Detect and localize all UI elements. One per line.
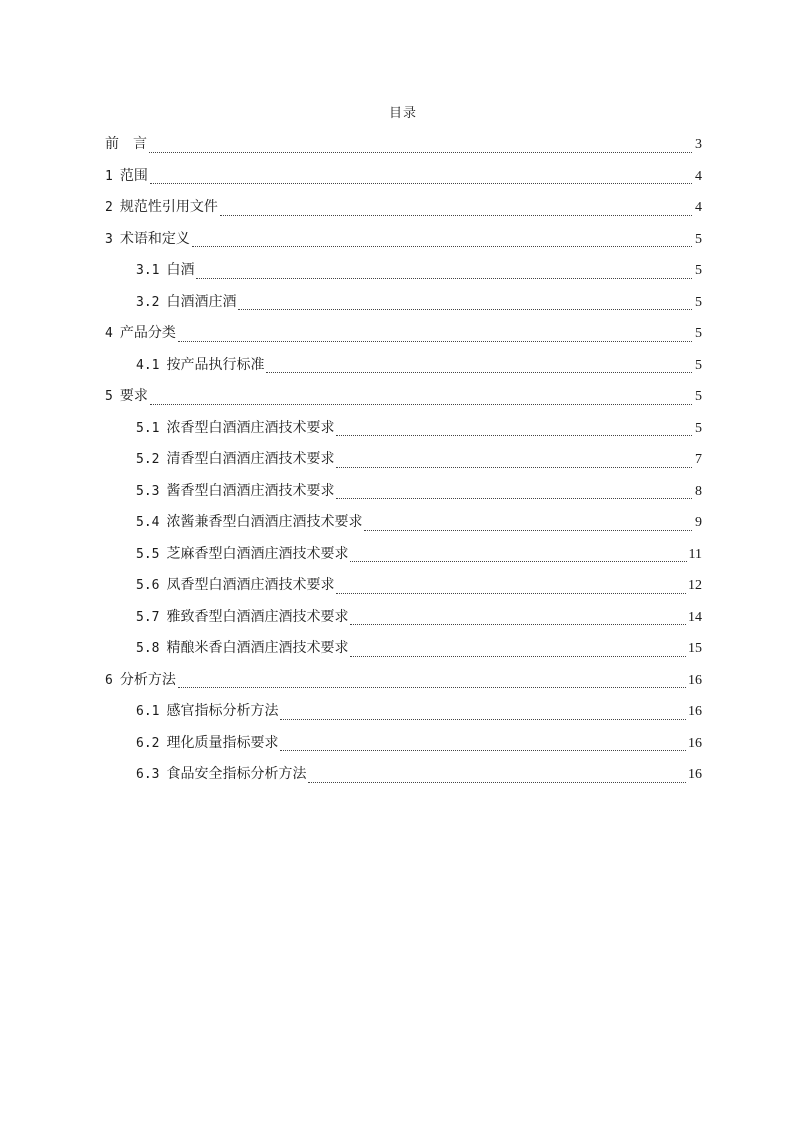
dot-leader	[336, 592, 686, 594]
toc-entry-number: 3	[105, 231, 113, 247]
toc-entry-label: 范围	[119, 167, 148, 184]
toc-entry-page: 15	[688, 641, 702, 656]
toc-entry-label: 分析方法	[119, 671, 176, 688]
toc-entry-page: 16	[688, 704, 702, 719]
toc-entry-label: 精酿米香白酒酒庄酒技术要求	[166, 640, 349, 656]
toc-entry-5[interactable]	[105, 385, 702, 417]
dot-leader	[150, 403, 692, 405]
table-of-contents	[105, 133, 702, 795]
toc-entry-page: 16	[688, 767, 702, 782]
toc-entry-label: 理化质量指标要求	[166, 734, 279, 751]
toc-entry-page: 14	[688, 609, 702, 625]
toc-entry-page: 5	[695, 357, 702, 373]
toc-entry-number: 5.8	[136, 641, 160, 656]
toc-entry-label: 食品安全指标分析方法	[166, 766, 307, 782]
toc-entry-page: 16	[688, 735, 702, 751]
toc-entry-6-2[interactable]	[105, 732, 702, 764]
toc-entry-label: 浓香型白酒酒庄酒技术要求	[166, 419, 335, 436]
toc-entry-number: 6.3	[136, 767, 160, 782]
toc-entry-3-1[interactable]	[105, 259, 702, 291]
toc-entry-5-7[interactable]	[105, 606, 702, 638]
toc-entry-5-1[interactable]	[105, 417, 702, 449]
dot-leader	[149, 151, 692, 153]
toc-entry-label: 凤香型白酒酒庄酒技术要求	[166, 577, 335, 593]
toc-entry-4-1[interactable]	[105, 354, 702, 386]
dot-leader	[350, 560, 686, 562]
toc-entry-number: 5.4	[136, 515, 160, 530]
toc-entry-number: 5.2	[136, 452, 160, 467]
toc-entry-label: 芝麻香型白酒酒庄酒技术要求	[166, 545, 349, 562]
toc-entry-number: 6.2	[136, 735, 160, 751]
dot-leader	[192, 245, 692, 247]
toc-entry-5-6[interactable]	[105, 574, 702, 606]
toc-entry-5-5[interactable]	[105, 543, 702, 575]
toc-entry-number: 1	[105, 168, 113, 184]
dot-leader	[280, 718, 686, 720]
dot-leader	[220, 214, 692, 216]
toc-entry-number: 5.6	[136, 578, 160, 593]
toc-entry-5-3[interactable]	[105, 480, 702, 512]
toc-entry-number: 5.5	[136, 546, 160, 562]
toc-entry-label: 要求	[119, 388, 148, 404]
toc-entry-label: 白酒	[166, 262, 195, 278]
dot-leader	[238, 308, 692, 310]
toc-entry-page: 5	[695, 389, 702, 404]
toc-entry-number: 2	[105, 200, 113, 215]
dot-leader	[336, 466, 692, 468]
toc-entry-page: 5	[695, 420, 702, 436]
toc-entry-page: 16	[688, 672, 702, 688]
toc-entry-foreword[interactable]	[105, 133, 702, 165]
toc-entry-page: 11	[688, 546, 702, 562]
toc-entry-label: 术语和定义	[119, 230, 190, 247]
toc-entry-page: 9	[695, 515, 702, 530]
toc-entry-5-4[interactable]	[105, 511, 702, 543]
toc-entry-5-8[interactable]	[105, 637, 702, 669]
dot-leader	[178, 340, 692, 342]
toc-entry-page: 4	[695, 168, 702, 184]
dot-leader	[178, 686, 686, 688]
toc-entry-6-3[interactable]	[105, 763, 702, 795]
toc-entry-number: 5.1	[136, 420, 160, 436]
toc-entry-page: 8	[695, 483, 702, 499]
toc-entry-page: 5	[695, 326, 702, 341]
dot-leader	[280, 749, 686, 751]
toc-entry-5-2[interactable]	[105, 448, 702, 480]
toc-entry-page: 4	[695, 200, 702, 215]
toc-entry-label: 白酒酒庄酒	[166, 293, 237, 310]
toc-entry-number: 6.1	[136, 704, 160, 719]
dot-leader	[364, 529, 692, 531]
toc-entry-number: 3.1	[136, 263, 160, 278]
toc-entry-number: 6	[105, 672, 113, 688]
toc-entry-label: 按产品执行标准	[166, 356, 265, 373]
toc-entry-4[interactable]	[105, 322, 702, 354]
toc-entry-page: 5	[695, 294, 702, 310]
toc-title: 目录	[388, 106, 417, 121]
toc-entry-number: 4	[105, 326, 113, 341]
toc-entry-page: 3	[695, 137, 702, 152]
toc-entry-label: 规范性引用文件	[119, 199, 218, 215]
toc-entry-page: 7	[695, 452, 702, 467]
toc-entry-number: 5.3	[136, 483, 160, 499]
toc-entry-number: 4.1	[136, 357, 160, 373]
toc-entry-label: 感官指标分析方法	[166, 703, 279, 719]
toc-entry-label: 产品分类	[119, 325, 176, 341]
toc-entry-number: 5.7	[136, 609, 160, 625]
toc-entry-label: 前 言	[105, 136, 147, 152]
dot-leader	[266, 371, 692, 373]
toc-entry-label: 酱香型白酒酒庄酒技术要求	[166, 482, 335, 499]
toc-entry-3-2[interactable]	[105, 291, 702, 323]
toc-entry-page: 5	[695, 231, 702, 247]
dot-leader	[308, 781, 686, 783]
dot-leader	[336, 434, 692, 436]
toc-entry-label: 浓酱兼香型白酒酒庄酒技术要求	[166, 514, 363, 530]
toc-entry-1[interactable]	[105, 165, 702, 197]
toc-entry-number: 3.2	[136, 294, 160, 310]
toc-entry-label: 清香型白酒酒庄酒技术要求	[166, 451, 335, 467]
toc-entry-6[interactable]	[105, 669, 702, 701]
toc-entry-3[interactable]	[105, 228, 702, 260]
dot-leader	[150, 182, 692, 184]
dot-leader	[196, 277, 692, 279]
toc-entry-2[interactable]	[105, 196, 702, 228]
dot-leader	[350, 623, 686, 625]
toc-entry-page: 5	[695, 263, 702, 278]
dot-leader	[350, 655, 686, 657]
toc-entry-label: 雅致香型白酒酒庄酒技术要求	[166, 608, 349, 625]
toc-entry-page: 12	[688, 578, 702, 593]
toc-entry-6-1[interactable]	[105, 700, 702, 732]
toc-entry-number: 5	[105, 389, 113, 404]
dot-leader	[336, 497, 692, 499]
